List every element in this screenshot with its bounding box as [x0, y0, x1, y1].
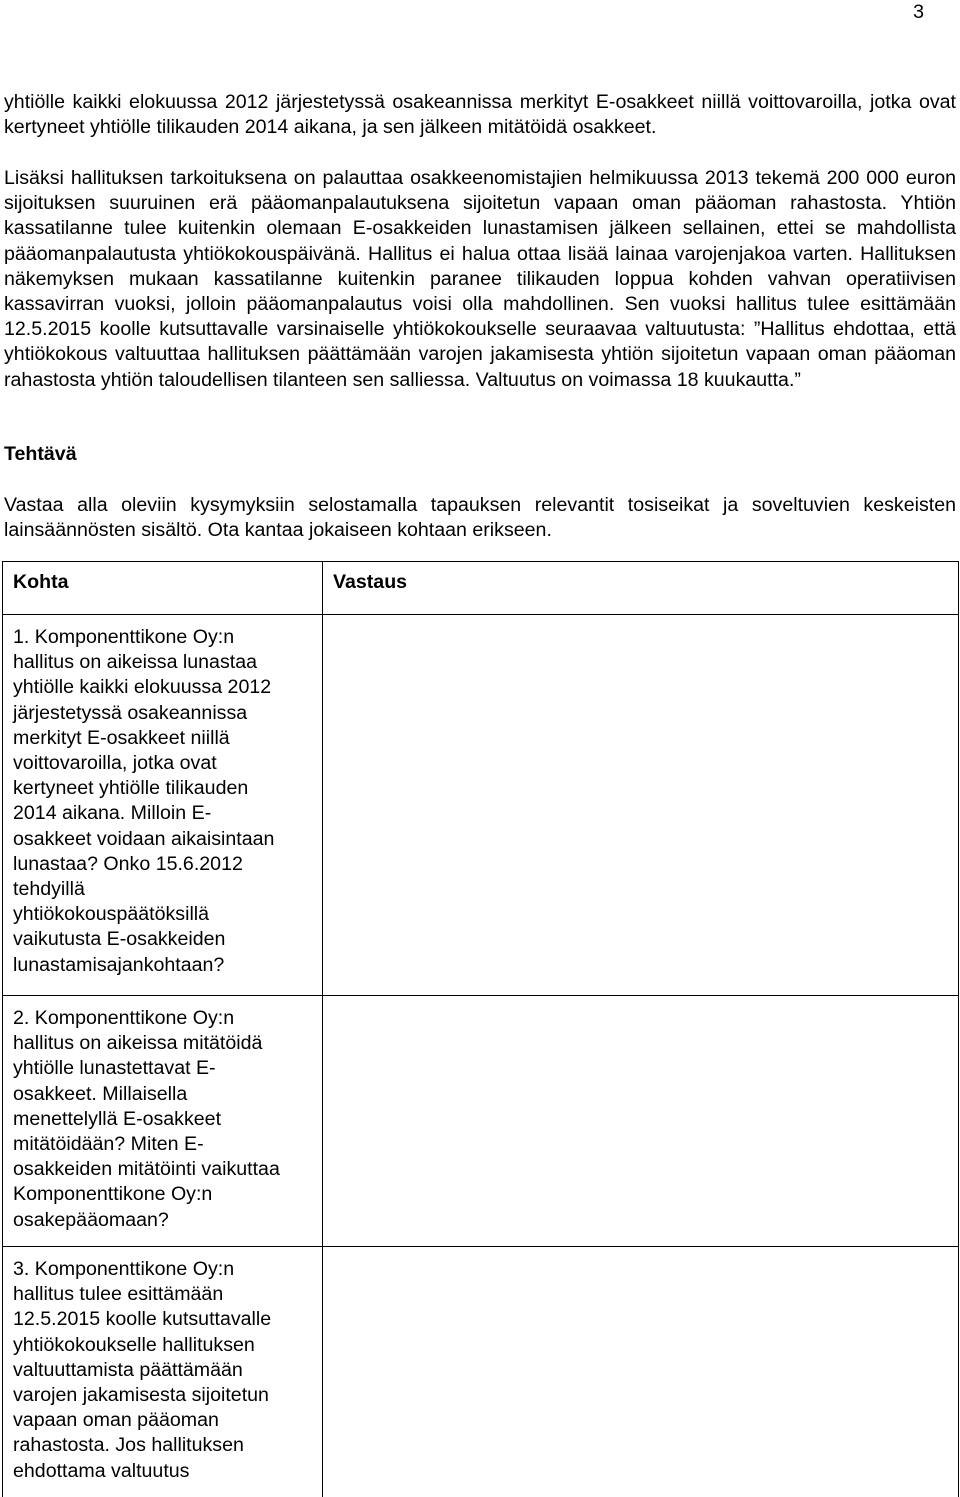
intro-paragraph: yhtiölle kaikki elokuussa 2012 järjestetyssä osakeannissa merkityt E-osakkeet niillä voittovaroilla, jotka ovat kertyneet yhtiölle tilikauden 2014 aikana, ja sen jälkeen mitätöidä osakkeet.	[4, 90, 956, 140]
table-row	[3, 1247, 959, 1497]
answer-cell[interactable]	[323, 1247, 959, 1497]
question-text: 3. Komponenttikone Oy:n hallitus tulee esittämään 12.5.2015 koolle kutsuttavalle yhtiökokoukselle hallituksen valtuuttamista päättämään varojen jakamisesta sijoitetun vapaan oman pääoman rahastosta. Jos hallituksen ehdottama valtuutus	[13, 1257, 314, 1484]
answer-cell[interactable]	[323, 615, 959, 996]
task-instruction: Vastaa alla oleviin kysymyksiin selostamalla tapauksen relevantit tosiseikat ja soveltuvien keskeisten lainsäännösten sisältö. Ota kantaa jokaiseen kohtaan erikseen.	[4, 493, 956, 543]
question-cell	[3, 1247, 323, 1497]
page-number: 3	[913, 0, 924, 25]
header-answer: Vastaus	[323, 562, 959, 615]
task-heading: Tehtävä	[4, 442, 77, 467]
answer-table	[2, 561, 959, 1497]
question-text: 1. Komponenttikone Oy:n hallitus on aikeissa lunastaa yhtiölle kaikki elokuussa 2012 järjestetyssä osakeannissa merkityt E-osakkeet niillä voittovaroilla, jotka ovat kertyneet yhtiölle tilikauden 2014 aikana. Milloin E- osakkeet voidaan aikaisintaan lunastaa? Onko 15.6.2012 tehdyillä yhtiökokouspäätöksillä vaikutusta E-osakkeiden lunastamisajankohtaan?	[13, 625, 314, 978]
header-item: Kohta	[3, 562, 323, 615]
table-header-row	[3, 562, 959, 615]
question-cell	[3, 615, 323, 996]
answer-cell[interactable]	[323, 996, 959, 1247]
table-row	[3, 996, 959, 1247]
table-row	[3, 615, 959, 996]
main-paragraph: Lisäksi hallituksen tarkoituksena on palauttaa osakkeenomistajien helmikuussa 2013 tekemä 200 000 euron sijoituksen suuruinen erä pääomanpalautuksena sijoitetun vapaan oman pääoman rahastosta. Yhtiön kassatilanne tulee kuitenkin olemaan E-osakkeiden lunastamisen jälkeen sellainen, ettei se mahdollista pääomanpalautusta yhtiökokouspäivänä. Hallitus ei halua ottaa lisää lainaa varojenjakoa varten. Hallituksen näkemyksen mukaan kassatilanne kuitenkin paranee tilikauden loppua kohden vahvan operatiivisen kassavirran vuoksi, jolloin pääomanpalautus voisi olla mahdollinen. Sen vuoksi hallitus tulee esittämään 12.5.2015 koolle kutsuttavalle varsinaiselle yhtiökokoukselle seuraavaa valtuutusta: ”Hallitus ehdottaa, että yhtiökokous valtuuttaa hallituksen päättämään varojen jakamisesta yhtiön sijoitetun vapaan oman pääoman rahastosta yhtiön taloudellisen tilanteen sen salliessa. Valtuutus on voimassa 18 kuukautta.”	[4, 166, 956, 393]
question-text: 2. Komponenttikone Oy:n hallitus on aikeissa mitätöidä yhtiölle lunastettavat E- osakkeet. Millaisella menettelyllä E-osakkeet mitätöidään? Miten E- osakkeiden mitätöinti vaikuttaa Komponenttikone Oy:n osakepääomaan?	[13, 1006, 314, 1233]
question-cell	[3, 996, 323, 1247]
